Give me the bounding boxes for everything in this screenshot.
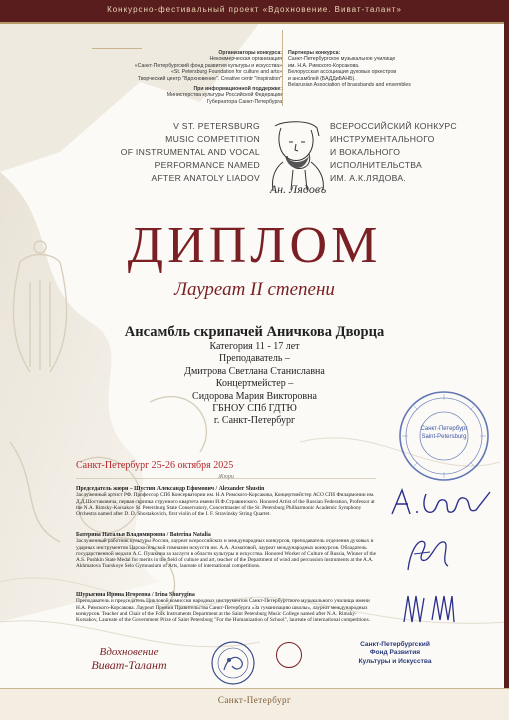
support-title: При информационной поддержке: [193, 86, 282, 92]
jury-member-name: Батерина Наталья Владимировна / Baterina Natalia [76, 532, 211, 538]
organizer-logo [92, 30, 142, 49]
competition-ru-line1: ВСЕРОССИЙСКИЙ КОНКУРС [330, 121, 457, 131]
organizers-title: Организаторы конкурса: [218, 50, 282, 56]
competition-name-ru [330, 120, 509, 185]
support-line1: Министерства культуры Российской Федерации [166, 92, 282, 99]
stamp-line2: Saint-Petersburg [421, 434, 467, 440]
info-teacher-name: Дмитрова Светлана Станиславна [184, 365, 325, 377]
support-line2: Губернатора Санкт-Петербурга [206, 98, 282, 105]
jury-member-bio: Заслуженный работник культуры России, лауреат всероссийских и международных конкурсов, преподаватель отделения духовых и ударных инструментов Царскосельской гимназии искусств им. А.А. Ахматовой, лауреат международных конкурсов. Обладатель государственной медали А.С. Пушкина за заслуги в области культуры и искусства. Honored Worker of Culture of Russia, Winner of the A.S. Pushkin State Medal for merits in the field of culture and art, teacher of the Department of wind and percussion instruments at the A.A. Akhmatova Tsarskoye Selo Gymnasium of Arts, laureate of international competitions. [76, 538, 376, 570]
jury-label: Жюри [218, 474, 234, 480]
diploma-title: ДИПЛОМ [127, 217, 382, 274]
info-institution: ГБНОУ СПб ГДТЮ [212, 403, 297, 415]
logo1-line1: Вдохновение [99, 646, 159, 658]
competition-en-line5: AFTER ANATOLY LIADOV [151, 173, 260, 183]
jury-member-bio: Преподаватель и председатель Цикловой комиссии народных инструментов Санкт-Петербургского музыкального училища имени Н.А. Римского-Корсакова. Лауреат Премии Правительства Санкт-Петербурга «За гуманизацию школы», лауреат международных конкурсов. Teacher and Chair of the Folk Instruments Department at the Saint Petersburg Music College named after N.A. Rimsky-Korsakov, Laureate of the Government Prize of Saint Petersburg "For the Humanization of School", laureate of international competitions. [76, 598, 370, 624]
info-teacher-label: Преподаватель – [219, 353, 290, 365]
partners-title: Партнеры конкурса: [288, 50, 341, 56]
jury-member-name: Председатель жюри – Шустин Александр Ефимович / Alexander Shustin [76, 486, 265, 492]
jury-member-3 [76, 592, 378, 623]
jury-member-1 [76, 486, 378, 517]
jury-signature-1 [386, 484, 496, 524]
support-block [92, 86, 282, 105]
partners-line2: им. Н.А. Римского-Корсакова. [288, 62, 360, 69]
competition-ru-line4: ИСПОЛНИТЕЛЬСТВА [330, 160, 423, 170]
top-bar [0, 0, 509, 24]
bottom-city: Санкт-Петербург [217, 695, 292, 705]
event-date: Санкт-Петербург 25-26 октября 2025 [76, 460, 234, 471]
portrait-signature: Ан. Лядовъ [269, 182, 327, 196]
top-bar-text: Конкурсно-фестивальный проект «Вдохновение. Виват-талант» [107, 5, 402, 14]
organizers-line4: Творческий центр "Вдохновение". Creative centr "Inspiration" [137, 75, 282, 82]
info-accompanist-label: Концертмейстер – [215, 378, 294, 390]
jury-member-bio: Заслуженный артист РФ. Профессор СПб Консерватории им. Н.А Римского-Корсакова, Концертмейстер АСО СПб Филармонии им. Д.Д.Шостаковича, первая скрипка струнного квартета имени И.Ф.Стравинского. Honored Artist of the Russian Federation, Professor at the N.A. Rimsky-Korsakov St. Petersburg State Conservatory, Concertmaster of the St. Petersburg Philharmonic Academic Symphony Orchestra named after D. D. Shostakovich, first violin of the I. F. Stravinsky String Quartet. [76, 492, 375, 518]
stamp-text [406, 425, 482, 441]
info-accompanist-name: Сидорова Мария Викторовна [192, 390, 317, 402]
partners-block [288, 50, 488, 88]
footer-logo-inspiration [74, 640, 184, 686]
competition-ru-line5: ИМ. А.К.ЛЯДОВА. [330, 173, 407, 183]
bottom-bar [0, 688, 509, 720]
logo1-line2: Виват-Талант [91, 658, 167, 672]
info-city: г. Санкт-Петербург [213, 415, 296, 427]
partners-line4: и ансамблей (БАДДиБАНБ). [288, 75, 356, 82]
logo3-line3: Культуры и Искусства [358, 657, 432, 665]
logo3-line2: Фонд Развития [369, 649, 421, 657]
jury-signature-3 [398, 588, 468, 628]
competition-ru-line3: И ВОКАЛЬНОГО [330, 147, 401, 157]
competition-en-line4: PERFORMANCE NAMED [154, 160, 260, 170]
jury-signature-2 [400, 532, 460, 576]
competition-en-line3: OF INSTRUMENTAL AND VOCAL [120, 147, 260, 157]
jury-member-2 [76, 532, 378, 570]
competition-en-line2: MUSIC COMPETITION [165, 134, 260, 144]
jury-member-name: Шурыгина Ирина Игоревна / Irina Shurygina [76, 592, 195, 598]
footer-logo-fund-icon [276, 642, 302, 668]
partners-line3: Белорусская ассоциация духовых оркестров [288, 69, 397, 76]
organizers-line2: «Санкт-Петербургский фонд развития культуры и искусства» [134, 62, 282, 69]
header-divider [282, 30, 283, 106]
info-category: Категория 11 - 17 лет [209, 341, 300, 352]
competition-name-en [70, 120, 260, 185]
partners-line5: Belarusian Association of brassbands and ensembles [288, 82, 411, 89]
logo3-line1: Санкт-Петербургский [360, 641, 430, 648]
laureate-degree: Лауреат II степени [174, 279, 335, 300]
organizers-line1: Некоммерческая организация [209, 56, 282, 63]
organizers-line3: «St. Petersburg Foundation for culture and arts» [170, 69, 282, 76]
ensemble-name: Ансамбль скрипачей Аничкова Дворца [124, 324, 385, 340]
competition-en-line1: V ST. PETERSBURG [173, 121, 260, 131]
organizers-block [92, 50, 282, 82]
footer-logo-fund [300, 641, 490, 666]
stamp-line1: Санкт-Петербург [420, 426, 468, 432]
footer-logo-emblem [198, 640, 268, 686]
partners-line1: Санкт-Петербургское музыкальное училище [288, 56, 396, 63]
competition-ru-line2: ИНСТРУМЕНТАЛЬНОГО [330, 134, 435, 144]
